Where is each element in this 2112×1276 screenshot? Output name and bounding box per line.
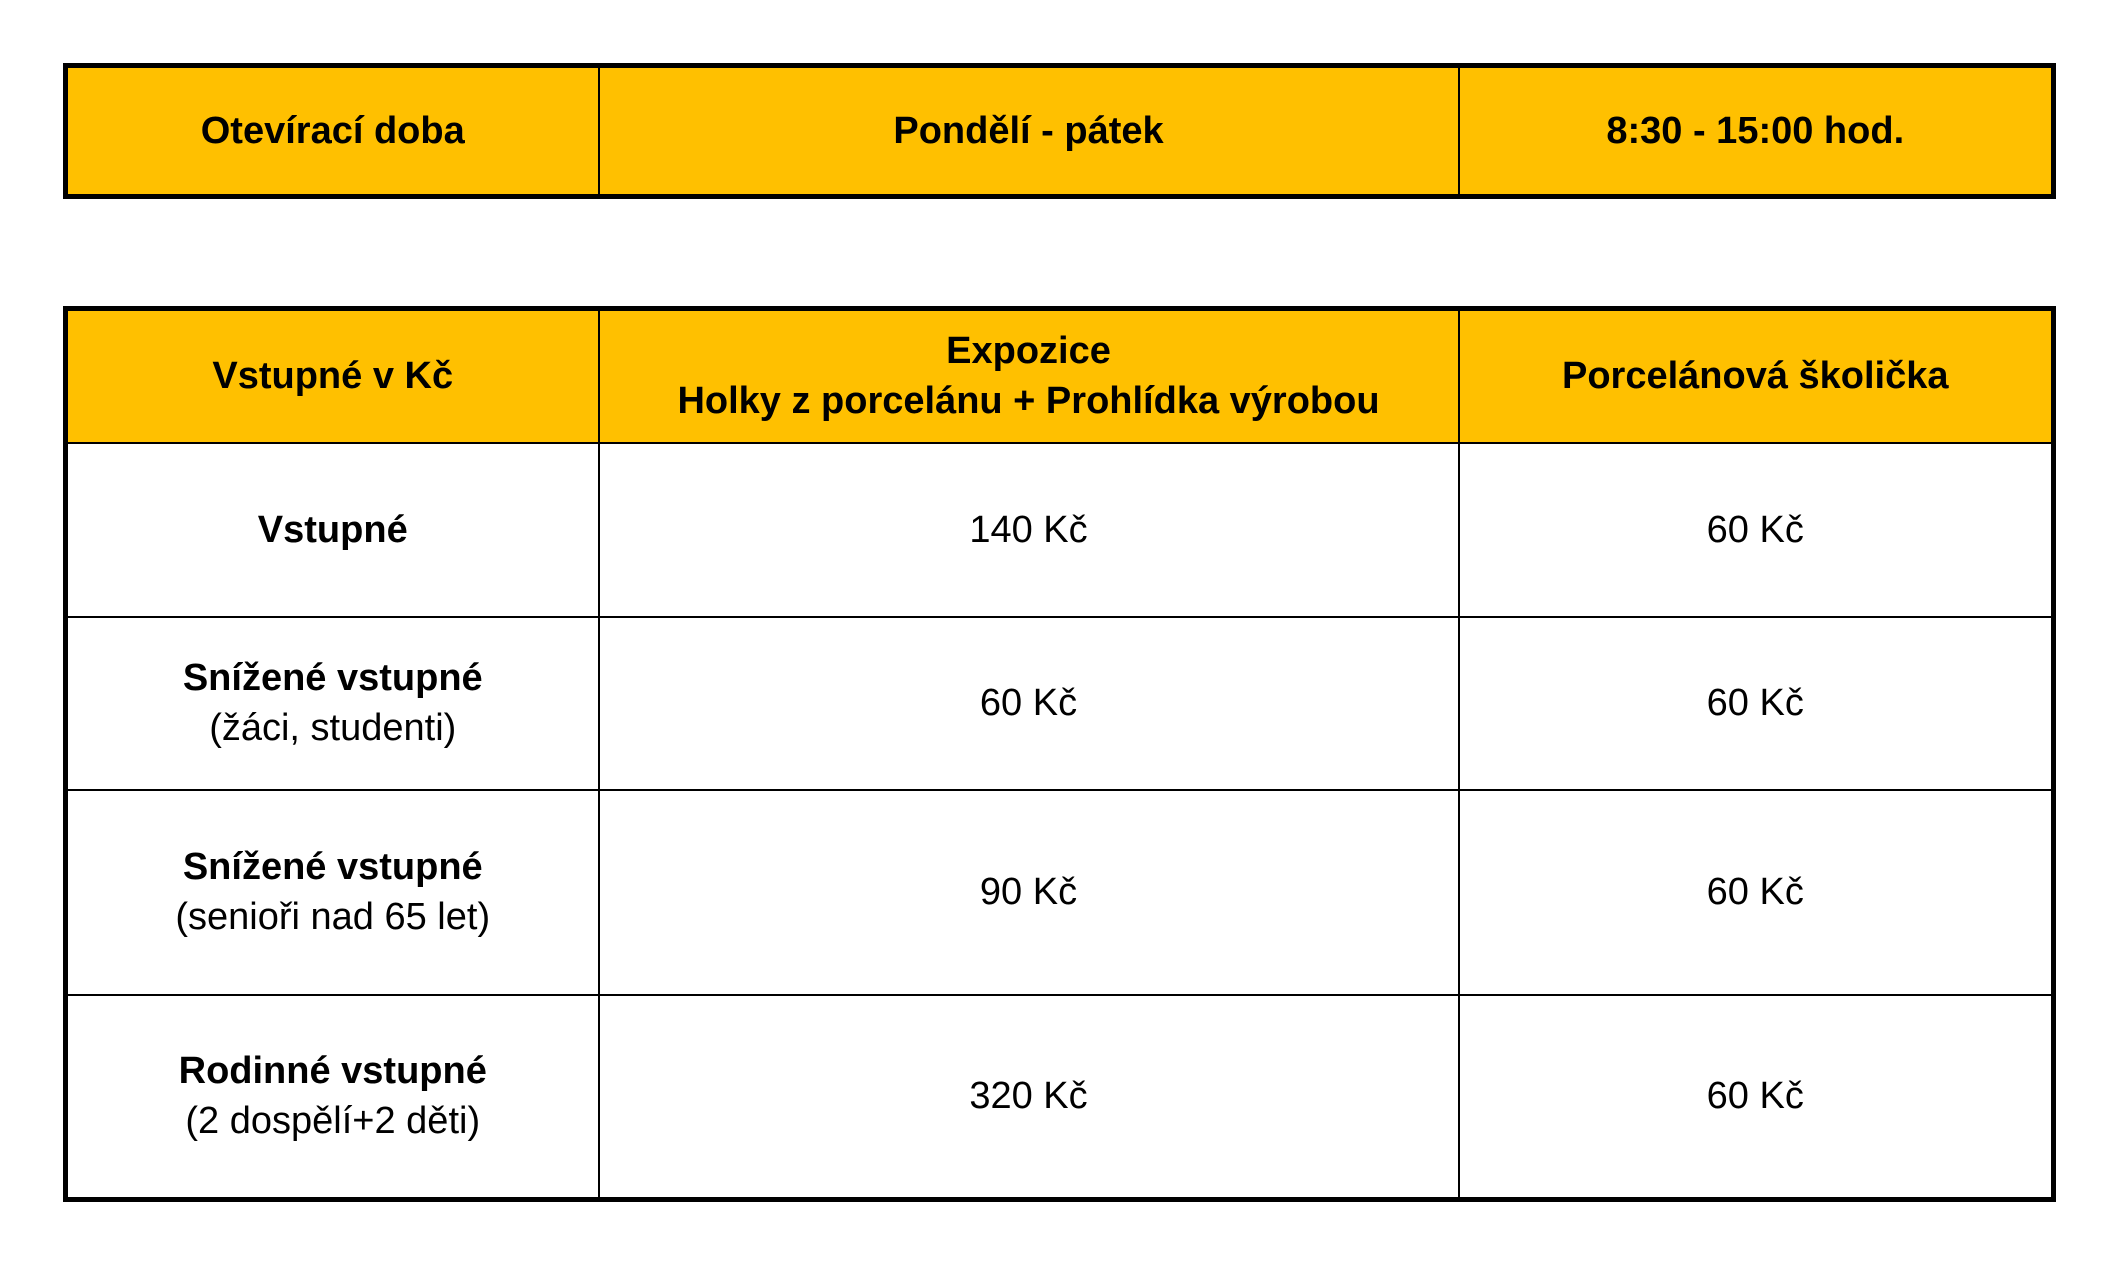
expo-price: 320 Kč <box>599 995 1459 1200</box>
row-subtitle: (senioři nad 65 let) <box>175 896 491 938</box>
expo-price: 60 Kč <box>599 617 1459 790</box>
row-title: Snížené vstupné <box>182 657 483 699</box>
row-subtitle: (2 dospělí+2 děti) <box>185 1100 481 1143</box>
expo-price: 90 Kč <box>599 790 1459 995</box>
opening-hours-table <box>63 63 2056 199</box>
table-row <box>66 617 2054 790</box>
school-price: 60 Kč <box>1459 995 2054 1200</box>
row-title: Snížené vstupné <box>182 846 483 888</box>
row-label-cell <box>66 790 599 995</box>
table-row <box>66 995 2054 1200</box>
school-price: 60 Kč <box>1459 617 2054 790</box>
row-title: Vstupné <box>257 508 408 551</box>
prices-header-label: Vstupné v Kč <box>66 309 599 443</box>
expo-price: 140 Kč <box>599 443 1459 617</box>
row-title: Rodinné vstupné <box>178 1050 487 1093</box>
expo-header-line2: Holky z porcelánu + Prohlídka výrobou <box>677 380 1380 423</box>
opening-days: Pondělí - pátek <box>599 66 1459 197</box>
admission-prices-table <box>63 306 2056 1202</box>
prices-header-row <box>66 309 2054 443</box>
row-subtitle: (žáci, studenti) <box>209 707 457 749</box>
school-price: 60 Kč <box>1459 443 2054 617</box>
prices-header-expo <box>599 309 1459 443</box>
opening-time: 8:30 - 15:00 hod. <box>1459 66 2054 197</box>
table-row <box>66 443 2054 617</box>
opening-hours-row <box>66 66 2054 197</box>
expo-header-line1: Expozice <box>946 330 1111 373</box>
row-label-cell <box>66 995 599 1200</box>
opening-hours-label: Otevírací doba <box>66 66 599 197</box>
row-label-cell <box>66 443 599 617</box>
prices-header-school: Porcelánová školička <box>1459 309 2054 443</box>
table-row <box>66 790 2054 995</box>
school-price: 60 Kč <box>1459 790 2054 995</box>
row-label-cell <box>66 617 599 790</box>
